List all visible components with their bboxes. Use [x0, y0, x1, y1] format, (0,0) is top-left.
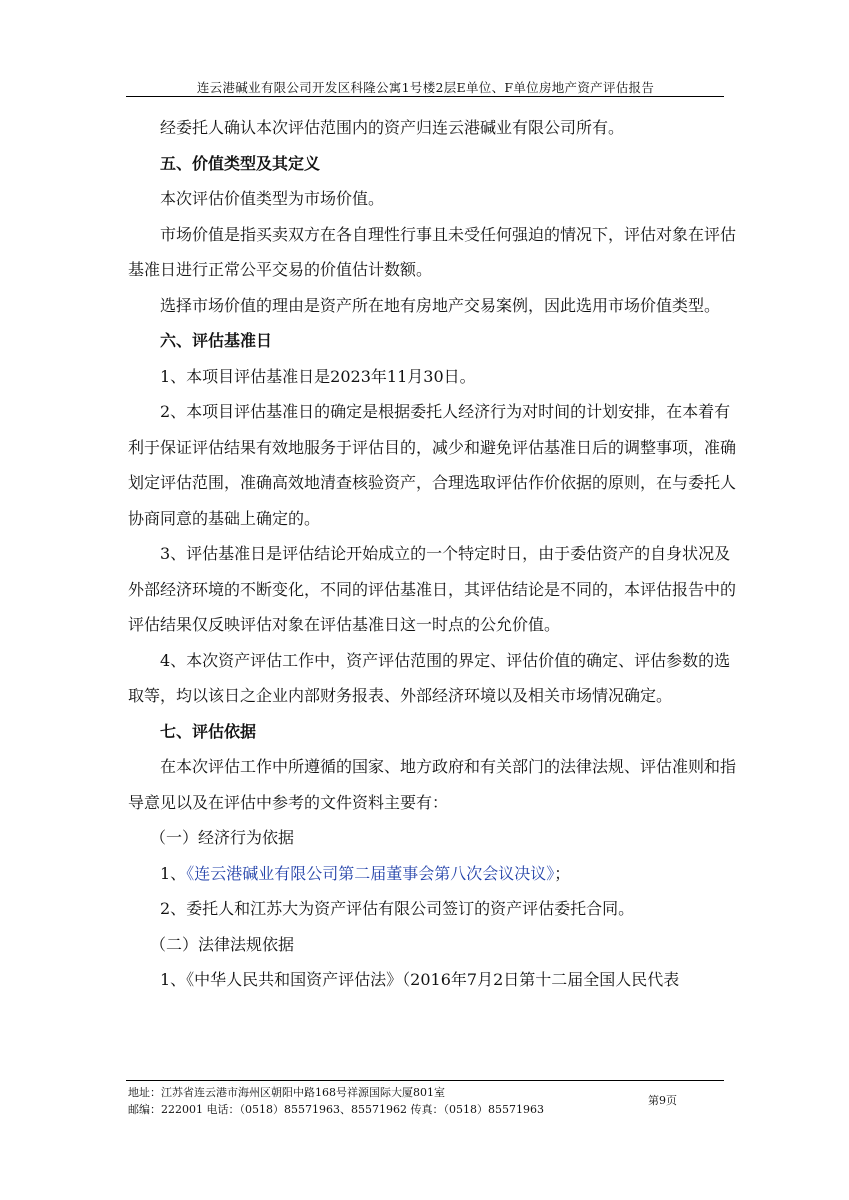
item-punctuation: ；: [554, 863, 571, 883]
subsection-heading: （一）经济行为依据: [150, 828, 295, 847]
paragraph: 4、本次资产评估工作中，资产评估范围的界定、评估价值的确定、评估参数的选取等，均以该日之企业内部财务报表、外部经济环境以及相关市场情况确定。: [128, 650, 731, 705]
paragraph: 1、本项目评估基准日是2023年11月30日。: [160, 366, 476, 386]
paragraph: 1、《中华人民共和国资产评估法》（2016年7月2日第十二届全国人民代表: [160, 970, 680, 989]
section-heading: 七、评估依据: [160, 721, 257, 741]
page-footer: [128, 1084, 544, 1118]
section-heading: 五、价值类型及其定义: [160, 153, 321, 173]
footer-divider: [126, 1080, 724, 1081]
footer-contact: 邮编：222001 电话：（0518）85571963、85571962 传真：（0518）85571963: [128, 1103, 544, 1116]
paragraph: 2、委托人和江苏大为资产评估有限公司签订的资产评估委托合同。: [160, 899, 635, 918]
footer-address: 地址：江苏省连云港市海州区朝阳中路168号祥源国际大厦801室: [128, 1086, 445, 1099]
item-number: 1、: [160, 863, 187, 883]
paragraph: [128, 856, 738, 892]
paragraph: 本次评估价值类型为市场价值。: [160, 189, 385, 208]
header-divider: [126, 96, 724, 97]
paragraph: 在本次评估工作中所遵循的国家、地方政府和有关部门的法律法规、评估准则和指导意见以及在评估中参考的文件资料主要有：: [128, 757, 737, 812]
report-body: [128, 110, 738, 998]
subsection-heading: （二）法律法规依据: [150, 934, 295, 954]
paragraph: 2、本项目评估基准日的确定是根据委托人经济行为对时间的计划安排，在本着有利于保证评估结果有效地服务于评估目的，减少和避免评估基准日后的调整事项，准确划定评估范围，准确高效地清查核验资产，合理选取评估作价依据的原则，在与委托人协商同意的基础上确定的。: [128, 402, 737, 528]
paragraph: 经委托人确认本次评估范围内的资产归连云港碱业有限公司所有。: [160, 118, 625, 137]
paragraph: 3、评估基准日是评估结论开始成立的一个特定时日，由于委估资产的自身状况及外部经济环境的不断变化，不同的评估基准日，其评估结论是不同的，本评估报告中的评估结果仅反映评估对象在评估基准日这一时点的公允价值。: [128, 544, 737, 634]
page-header: 连云港碱业有限公司开发区科隆公寓1号楼2层E单位、F单位房地产资产评估报告: [196, 80, 655, 95]
section-heading: 六、评估基准日: [160, 331, 273, 350]
resolution-link[interactable]: 《连云港碱业有限公司第二届董事会第八次会议决议》: [186, 863, 555, 883]
paragraph: 选择市场价值的理由是资产所在地有房地产交易案例，因此选用市场价值类型。: [160, 295, 721, 315]
paragraph: 市场价值是指买卖双方在各自理性行事且未受任何强迫的情况下，评估对象在评估基准日进行正常公平交易的价值估计数额。: [128, 224, 737, 279]
page-number: 第9页: [648, 1094, 677, 1107]
